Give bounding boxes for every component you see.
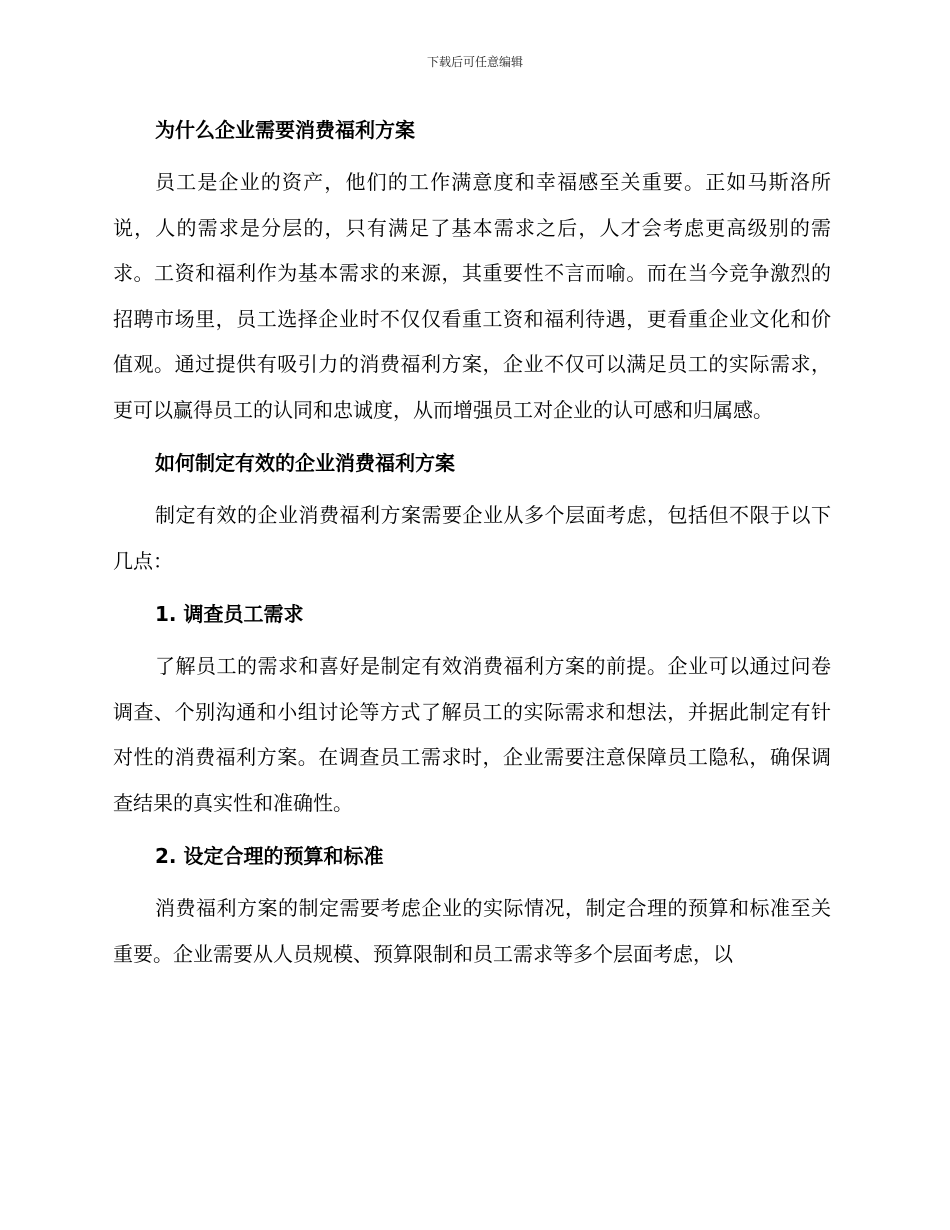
section-heading-why: 为什么企业需要消费福利方案 <box>155 118 415 142</box>
section-heading-budget: 2. 设定合理的预算和标准 <box>155 844 384 868</box>
header-note: 下载后可任意编辑 <box>426 55 523 69</box>
section-paragraph-why: 员工是企业的资产，他们的工作满意度和幸福感至关重要。正如马斯洛所说，人的需求是分层的，只有满足了基本需求之后，人才会考虑更高级别的需求。工资和福利作为基本需求的来源，其重要性不言而喻。而在当今竞争激烈的招聘市场里，员工选择企业时不仅仅看重工资和福利待遇，更看重企业文化和价值观。通过提供有吸引力的消费福利方案，企业不仅可以满足员工的实际需求，更可以赢得员工的认同和忠诚度，从而增强员工对企业的认可感和归属感。 <box>113 170 831 422</box>
section-heading-survey: 1. 调查员工需求 <box>155 602 304 626</box>
section-paragraph-how: 制定有效的企业消费福利方案需要企业从多个层面考虑，包括但不限于以下几点： <box>113 503 831 573</box>
section-heading-how: 如何制定有效的企业消费福利方案 <box>155 451 455 475</box>
document-body <box>113 112 831 989</box>
section-paragraph-budget: 消费福利方案的制定需要考虑企业的实际情况，制定合理的预算和标准至关重要。企业需要从人员规模、预算限制和员工需求等多个层面考虑，以 <box>113 896 831 966</box>
section-paragraph-survey: 了解员工的需求和喜好是制定有效消费福利方案的前提。企业可以通过问卷调查、个别沟通和小组讨论等方式了解员工的实际需求和想法，并据此制定有针对性的消费福利方案。在调查员工需求时，企业需要注意保障员工隐私，确保调查结果的真实性和准确性。 <box>113 654 831 815</box>
